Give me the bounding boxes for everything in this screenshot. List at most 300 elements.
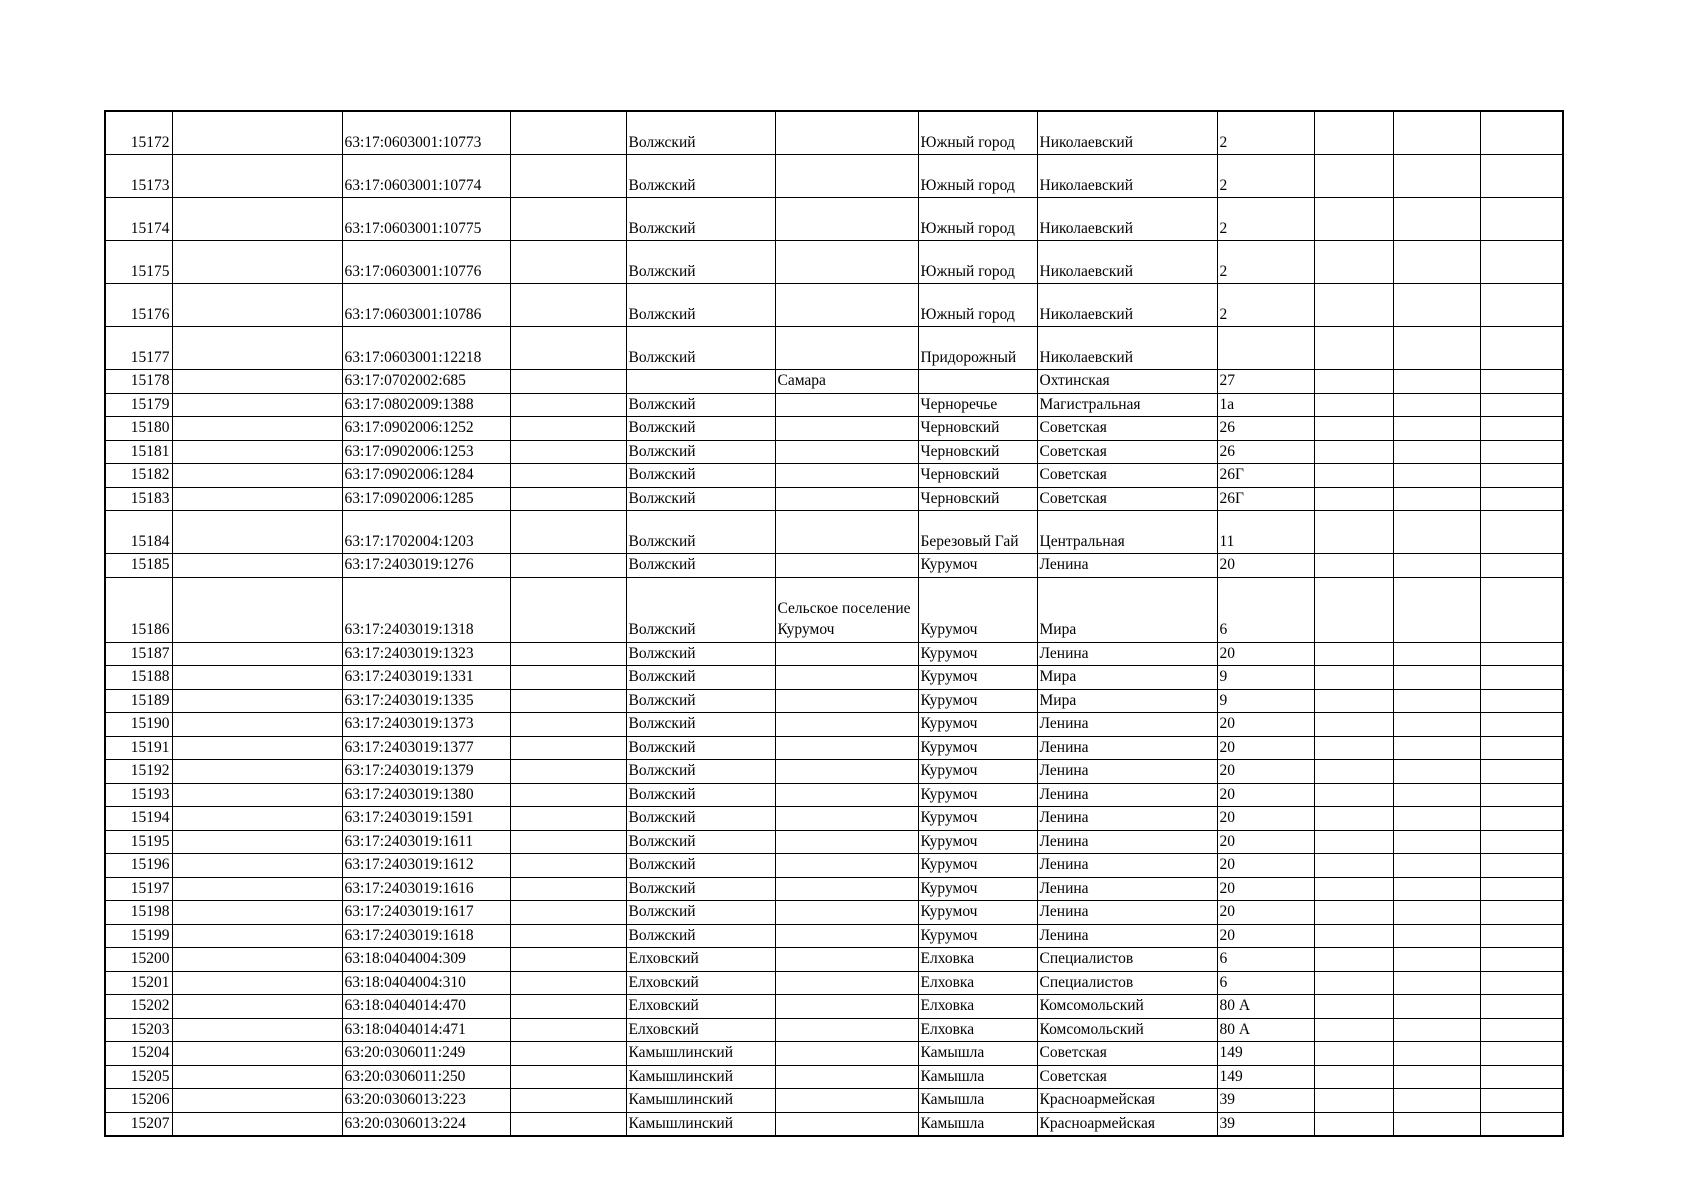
row-number-cell: 15188 [105,666,172,690]
locality-cell [918,370,1037,394]
district-cell: Волжский [626,877,775,901]
row-number-cell: 15184 [105,511,172,554]
empty-cell [510,830,626,854]
house-cell: 149 [1217,1042,1314,1066]
empty-cell [1314,417,1393,441]
empty-cell [172,642,342,666]
empty-cell [172,830,342,854]
settlement-cell [775,1042,918,1066]
empty-cell [510,877,626,901]
district-cell: Волжский [626,901,775,925]
empty-cell [172,370,342,394]
locality-cell: Курумоч [918,783,1037,807]
district-cell: Волжский [626,111,775,155]
settlement-cell [775,440,918,464]
house-cell: 20 [1217,760,1314,784]
district-cell: Камышлинский [626,1065,775,1089]
row-number-cell: 15175 [105,241,172,284]
locality-cell: Камышла [918,1065,1037,1089]
empty-cell [1393,284,1480,327]
empty-cell [1480,995,1563,1019]
empty-cell [172,948,342,972]
street-cell: Советская [1037,464,1217,488]
settlement-cell [775,854,918,878]
district-cell: Волжский [626,440,775,464]
empty-cell [172,198,342,241]
street-cell: Центральная [1037,511,1217,554]
empty-cell [510,155,626,198]
empty-cell [1314,577,1393,642]
street-cell: Ленина [1037,807,1217,831]
empty-cell [1480,284,1563,327]
empty-cell [1314,487,1393,511]
empty-cell [172,487,342,511]
locality-cell: Елховка [918,1018,1037,1042]
street-cell: Охтинская [1037,370,1217,394]
empty-cell [1314,1065,1393,1089]
row-number-cell: 15177 [105,327,172,370]
district-cell: Волжский [626,854,775,878]
empty-cell [510,241,626,284]
row-number-cell: 15194 [105,807,172,831]
empty-cell [510,440,626,464]
cadastral-number-cell: 63:18:0404004:310 [342,971,510,995]
settlement-cell [775,642,918,666]
empty-cell [1393,1065,1480,1089]
locality-cell: Курумоч [918,642,1037,666]
table-row [105,901,1563,925]
street-cell: Магистральная [1037,393,1217,417]
locality-cell: Курумоч [918,666,1037,690]
street-cell: Комсомольский [1037,995,1217,1019]
table-row [105,713,1563,737]
house-cell: 149 [1217,1065,1314,1089]
district-cell: Волжский [626,642,775,666]
empty-cell [1480,948,1563,972]
empty-cell [172,689,342,713]
empty-cell [1480,924,1563,948]
house-cell: 2 [1217,111,1314,155]
district-cell: Волжский [626,327,775,370]
settlement-cell [775,417,918,441]
district-cell: Волжский [626,417,775,441]
locality-cell: Камышла [918,1042,1037,1066]
table-row [105,924,1563,948]
cadastral-number-cell: 63:17:2403019:1611 [342,830,510,854]
empty-cell [510,760,626,784]
empty-cell [1314,393,1393,417]
district-cell: Волжский [626,487,775,511]
empty-cell [1393,783,1480,807]
table-row [105,783,1563,807]
empty-cell [1393,440,1480,464]
empty-cell [1314,736,1393,760]
row-number-cell: 15191 [105,736,172,760]
locality-cell: Камышла [918,1089,1037,1113]
street-cell: Мира [1037,666,1217,690]
cadastral-number-cell: 63:17:0902006:1284 [342,464,510,488]
empty-cell [1314,689,1393,713]
cadastral-number-cell: 63:17:0902006:1285 [342,487,510,511]
empty-cell [1314,948,1393,972]
empty-cell [1314,111,1393,155]
district-cell: Волжский [626,760,775,784]
empty-cell [1480,198,1563,241]
cadastral-number-cell: 63:17:0802009:1388 [342,393,510,417]
empty-cell [1393,511,1480,554]
row-number-cell: 15203 [105,1018,172,1042]
street-cell: Николаевский [1037,241,1217,284]
empty-cell [172,877,342,901]
street-cell: Ленина [1037,713,1217,737]
empty-cell [510,284,626,327]
table-row [105,736,1563,760]
street-cell: Ленина [1037,783,1217,807]
table-row [105,760,1563,784]
row-number-cell: 15192 [105,760,172,784]
settlement-cell [775,971,918,995]
empty-cell [172,417,342,441]
settlement-cell [775,924,918,948]
house-cell: 20 [1217,807,1314,831]
locality-cell: Черновский [918,487,1037,511]
street-cell: Красноармейская [1037,1112,1217,1136]
empty-cell [1393,854,1480,878]
row-number-cell: 15181 [105,440,172,464]
house-cell: 20 [1217,901,1314,925]
empty-cell [1393,417,1480,441]
empty-cell [510,666,626,690]
house-cell: 39 [1217,1112,1314,1136]
table-row [105,464,1563,488]
row-number-cell: 15193 [105,783,172,807]
row-number-cell: 15199 [105,924,172,948]
row-number-cell: 15206 [105,1089,172,1113]
row-number-cell: 15189 [105,689,172,713]
settlement-cell [775,198,918,241]
empty-cell [1314,760,1393,784]
district-cell: Волжский [626,924,775,948]
street-cell: Комсомольский [1037,1018,1217,1042]
locality-cell: Южный город [918,284,1037,327]
house-cell: 20 [1217,830,1314,854]
cadastral-number-cell: 63:17:2403019:1612 [342,854,510,878]
district-cell: Волжский [626,577,775,642]
empty-cell [172,713,342,737]
empty-cell [510,948,626,972]
empty-cell [1314,1112,1393,1136]
empty-cell [510,327,626,370]
empty-cell [1480,241,1563,284]
cadastral-number-cell: 63:17:2403019:1335 [342,689,510,713]
settlement-cell [775,689,918,713]
street-cell: Ленина [1037,736,1217,760]
street-cell: Специалистов [1037,948,1217,972]
house-cell: 6 [1217,577,1314,642]
house-cell: 20 [1217,877,1314,901]
locality-cell: Южный город [918,155,1037,198]
registry-table [104,110,1564,1137]
table-row [105,995,1563,1019]
house-cell: 6 [1217,971,1314,995]
settlement-cell [775,327,918,370]
empty-cell [1393,807,1480,831]
table-row [105,198,1563,241]
settlement-cell [775,1089,918,1113]
empty-cell [510,971,626,995]
table-row [105,487,1563,511]
table-row [105,111,1563,155]
locality-cell: Черновский [918,440,1037,464]
table-row [105,666,1563,690]
empty-cell [1314,440,1393,464]
empty-cell [1480,417,1563,441]
empty-cell [1480,111,1563,155]
row-number-cell: 15198 [105,901,172,925]
locality-cell: Курумоч [918,736,1037,760]
empty-cell [1393,327,1480,370]
street-cell: Ленина [1037,877,1217,901]
settlement-cell [775,736,918,760]
cadastral-number-cell: 63:17:2403019:1618 [342,924,510,948]
settlement-cell [775,877,918,901]
street-cell: Советская [1037,487,1217,511]
empty-cell [1393,971,1480,995]
locality-cell: Курумоч [918,554,1037,578]
cadastral-number-cell: 63:17:2403019:1616 [342,877,510,901]
district-cell: Волжский [626,807,775,831]
empty-cell [1314,554,1393,578]
empty-cell [1393,995,1480,1019]
empty-cell [1480,666,1563,690]
empty-cell [1393,642,1480,666]
empty-cell [1393,393,1480,417]
empty-cell [1480,511,1563,554]
empty-cell [1314,241,1393,284]
empty-cell [1314,370,1393,394]
empty-cell [1314,284,1393,327]
empty-cell [1480,487,1563,511]
house-cell: 80 А [1217,995,1314,1019]
empty-cell [1480,807,1563,831]
house-cell: 20 [1217,554,1314,578]
row-number-cell: 15207 [105,1112,172,1136]
empty-cell [1314,995,1393,1019]
empty-cell [1314,783,1393,807]
empty-cell [1480,393,1563,417]
district-cell: Волжский [626,554,775,578]
house-cell: 11 [1217,511,1314,554]
locality-cell: Елховка [918,995,1037,1019]
empty-cell [510,464,626,488]
cadastral-number-cell: 63:17:2403019:1373 [342,713,510,737]
empty-cell [1393,736,1480,760]
street-cell: Николаевский [1037,111,1217,155]
empty-cell [1393,1112,1480,1136]
settlement-cell [775,464,918,488]
cadastral-number-cell: 63:17:2403019:1331 [342,666,510,690]
empty-cell [1393,666,1480,690]
house-cell: 6 [1217,948,1314,972]
empty-cell [172,971,342,995]
empty-cell [1480,877,1563,901]
district-cell: Волжский [626,241,775,284]
empty-cell [510,198,626,241]
empty-cell [1393,198,1480,241]
table-row [105,1018,1563,1042]
empty-cell [510,511,626,554]
table-row [105,393,1563,417]
house-cell: 2 [1217,284,1314,327]
empty-cell [1393,689,1480,713]
empty-cell [1480,440,1563,464]
empty-cell [1314,877,1393,901]
empty-cell [172,783,342,807]
house-cell: 20 [1217,642,1314,666]
empty-cell [1480,1112,1563,1136]
row-number-cell: 15205 [105,1065,172,1089]
cadastral-number-cell: 63:17:2403019:1318 [342,577,510,642]
house-cell: 2 [1217,198,1314,241]
empty-cell [1393,241,1480,284]
empty-cell [172,327,342,370]
table-row [105,854,1563,878]
settlement-cell [775,487,918,511]
empty-cell [1314,327,1393,370]
empty-cell [172,241,342,284]
row-number-cell: 15185 [105,554,172,578]
table-row [105,971,1563,995]
empty-cell [1393,1089,1480,1113]
empty-cell [1393,370,1480,394]
street-cell: Николаевский [1037,198,1217,241]
empty-cell [172,1042,342,1066]
settlement-cell [775,760,918,784]
settlement-cell [775,901,918,925]
empty-cell [1480,577,1563,642]
cadastral-number-cell: 63:20:0306011:249 [342,1042,510,1066]
row-number-cell: 15196 [105,854,172,878]
cadastral-number-cell: 63:17:0603001:10786 [342,284,510,327]
empty-cell [510,1018,626,1042]
empty-cell [1393,577,1480,642]
district-cell: Елховский [626,995,775,1019]
table-row [105,1065,1563,1089]
table-row [105,642,1563,666]
empty-cell [510,1065,626,1089]
empty-cell [1314,155,1393,198]
table-row [105,241,1563,284]
street-cell: Николаевский [1037,327,1217,370]
empty-cell [172,554,342,578]
locality-cell: Южный город [918,241,1037,284]
empty-cell [1480,1018,1563,1042]
table-row [105,948,1563,972]
empty-cell [1480,830,1563,854]
district-cell: Волжский [626,666,775,690]
empty-cell [1480,464,1563,488]
empty-cell [1480,689,1563,713]
empty-cell [510,783,626,807]
settlement-cell [775,511,918,554]
empty-cell [1480,713,1563,737]
row-number-cell: 15200 [105,948,172,972]
street-cell: Ленина [1037,830,1217,854]
locality-cell: Курумоч [918,877,1037,901]
street-cell: Красноармейская [1037,1089,1217,1113]
empty-cell [1314,901,1393,925]
empty-cell [1314,854,1393,878]
locality-cell: Южный город [918,111,1037,155]
locality-cell: Курумоч [918,713,1037,737]
house-cell: 80 А [1217,1018,1314,1042]
settlement-cell [775,807,918,831]
empty-cell [1393,487,1480,511]
district-cell: Волжский [626,198,775,241]
cadastral-number-cell: 63:20:0306011:250 [342,1065,510,1089]
district-cell: Камышлинский [626,1112,775,1136]
empty-cell [172,1112,342,1136]
empty-cell [1314,464,1393,488]
table-row [105,1089,1563,1113]
cadastral-number-cell: 63:17:2403019:1380 [342,783,510,807]
table-row [105,807,1563,831]
locality-cell: Придорожный [918,327,1037,370]
settlement-cell [775,554,918,578]
empty-cell [1314,830,1393,854]
settlement-cell [775,995,918,1019]
empty-cell [510,1042,626,1066]
empty-cell [1480,554,1563,578]
empty-cell [1393,464,1480,488]
row-number-cell: 15197 [105,877,172,901]
row-number-cell: 15182 [105,464,172,488]
empty-cell [510,854,626,878]
empty-cell [172,577,342,642]
cadastral-number-cell: 63:17:0603001:10773 [342,111,510,155]
empty-cell [172,1089,342,1113]
house-cell: 26Г [1217,464,1314,488]
empty-cell [1314,1042,1393,1066]
empty-cell [1314,713,1393,737]
street-cell: Мира [1037,577,1217,642]
locality-cell: Елховка [918,948,1037,972]
settlement-cell [775,830,918,854]
empty-cell [1393,554,1480,578]
house-cell: 26 [1217,417,1314,441]
cadastral-number-cell: 63:17:0702002:685 [342,370,510,394]
locality-cell: Курумоч [918,760,1037,784]
table-row [105,327,1563,370]
empty-cell [1314,924,1393,948]
street-cell: Советская [1037,417,1217,441]
district-cell: Камышлинский [626,1042,775,1066]
house-cell: 39 [1217,1089,1314,1113]
house-cell: 26Г [1217,487,1314,511]
empty-cell [510,577,626,642]
empty-cell [1393,713,1480,737]
street-cell: Ленина [1037,854,1217,878]
empty-cell [172,284,342,327]
house-cell [1217,327,1314,370]
cadastral-number-cell: 63:17:0902006:1253 [342,440,510,464]
empty-cell [1393,830,1480,854]
empty-cell [1480,901,1563,925]
street-cell: Ленина [1037,642,1217,666]
empty-cell [172,666,342,690]
settlement-cell: Самара [775,370,918,394]
settlement-cell [775,155,918,198]
